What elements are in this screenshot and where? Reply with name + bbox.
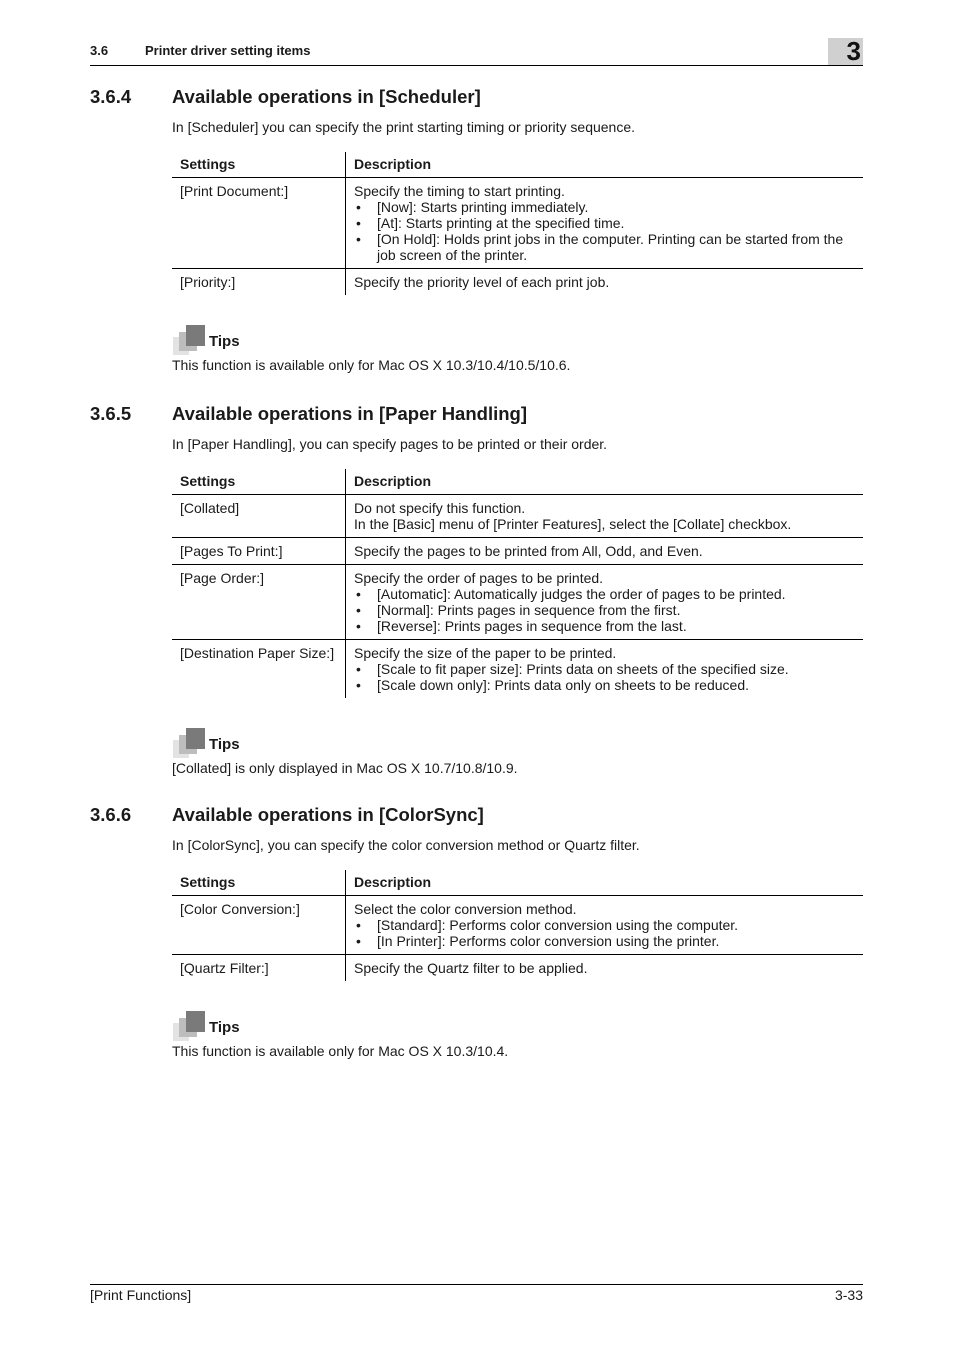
header-section-number: 3.6 [90,43,109,58]
tips-box [172,1011,863,1060]
tips-label: Tips [209,1019,240,1036]
description-text: Select the color conversion method. [354,901,577,917]
header-section-title: Printer driver setting items [145,43,311,58]
list-item: • [Normal]: Prints pages in sequence from the first. [354,602,855,618]
table-header-row [172,152,863,178]
list-item: • [On Hold]: Holds print jobs in the computer. Printing can be started from the job screen of the printer. [354,231,855,263]
tips-icon [173,728,207,758]
section-scheduler [90,86,863,374]
list-item: • [Scale down only]: Prints data only on sheets to be reduced. [354,677,855,693]
page-header [90,38,863,66]
setting-description [346,178,864,269]
tips-header [172,325,863,355]
setting-description [346,565,864,640]
tips-text: This function is available only for Mac OS X 10.3/10.4. [172,1043,509,1059]
section-paper-handling [90,403,863,777]
setting-description [346,269,864,296]
table-row [172,955,863,982]
tips-label: Tips [209,333,240,350]
setting-description [346,640,864,699]
footer-chapter-title: [Print Functions] [90,1287,192,1303]
setting-name: [Pages To Print:] [172,538,346,565]
description-text: Specify the size of the paper to be printed. [354,645,617,661]
option-list [354,917,855,949]
chapter-number: 3 [846,36,861,66]
section-number: 3.6.4 [90,86,132,107]
section-intro: In [ColorSync], you can specify the color conversion method or Quartz filter. [172,837,640,853]
table-row [172,178,863,269]
section-title: Available operations in [ColorSync] [172,804,484,825]
setting-name: [Page Order:] [172,565,346,640]
table-row [172,565,863,640]
description-text: Specify the Quartz filter to be applied. [354,960,588,976]
tips-label: Tips [209,736,240,753]
settings-table [172,152,863,295]
option-list [354,661,855,693]
list-item: • [At]: Starts printing at the specified time. [354,215,855,231]
description-text: In the [Basic] menu of [Printer Features], select the [Collate] checkbox. [354,516,792,532]
settings-table [172,469,863,698]
option-list [354,586,855,634]
section-title: Available operations in [Paper Handling] [172,403,527,424]
table-row [172,640,863,699]
column-header-settings: Settings [172,152,346,178]
list-item: • [Scale to fit paper size]: Prints data on sheets of the specified size. [354,661,855,677]
section-intro: In [Paper Handling], you can specify pages to be printed or their order. [172,436,608,452]
list-item: • [In Printer]: Performs color conversion using the printer. [354,933,855,949]
column-header-settings: Settings [172,870,346,896]
column-header-description: Description [346,469,864,495]
list-item: • [Now]: Starts printing immediately. [354,199,855,215]
list-item: • [Standard]: Performs color conversion using the computer. [354,917,855,933]
table-row [172,538,863,565]
section-colorsync [90,804,863,1060]
section-intro: In [Scheduler] you can specify the print starting timing or priority sequence. [172,119,636,135]
tips-text: This function is available only for Mac OS X 10.3/10.4/10.5/10.6. [172,357,571,373]
description-text: Specify the pages to be printed from All, Odd, and Even. [354,543,703,559]
description-text: Specify the priority level of each print job. [354,274,610,290]
settings-table [172,870,863,981]
section-heading [90,86,863,110]
tips-icon [173,325,207,355]
setting-description [346,495,864,538]
column-header-description: Description [346,870,864,896]
setting-name: [Destination Paper Size:] [172,640,346,699]
setting-name: [Print Document:] [172,178,346,269]
tips-header [172,1011,863,1041]
table-row [172,896,863,955]
tips-header [172,728,863,758]
description-text: Do not specify this function. [354,500,526,516]
setting-name: [Priority:] [172,269,346,296]
section-number: 3.6.5 [90,403,132,424]
setting-name: [Collated] [172,495,346,538]
page-footer [90,1284,863,1305]
tips-box [172,728,863,777]
description-text: Specify the order of pages to be printed. [354,570,604,586]
chapter-badge [828,38,863,65]
table-row [172,495,863,538]
setting-description [346,538,864,565]
list-item: • [Reverse]: Prints pages in sequence from the last. [354,618,855,634]
tips-text: [Collated] is only displayed in Mac OS X 10.7/10.8/10.9. [172,760,518,776]
list-item: • [Automatic]: Automatically judges the order of pages to be printed. [354,586,855,602]
option-list [354,199,855,263]
section-heading [90,804,863,828]
tips-box [172,325,863,374]
column-header-description: Description [346,152,864,178]
setting-description [346,896,864,955]
setting-name: [Quartz Filter:] [172,955,346,982]
column-header-settings: Settings [172,469,346,495]
page-number: 3-33 [834,1287,863,1303]
table-header-row [172,469,863,495]
description-text: Specify the timing to start printing. [354,183,565,199]
tips-icon [173,1011,207,1041]
setting-name: [Color Conversion:] [172,896,346,955]
section-heading [90,403,863,427]
section-title: Available operations in [Scheduler] [172,86,481,107]
table-header-row [172,870,863,896]
section-number: 3.6.6 [90,804,132,825]
table-row [172,269,863,296]
setting-description [346,955,864,982]
